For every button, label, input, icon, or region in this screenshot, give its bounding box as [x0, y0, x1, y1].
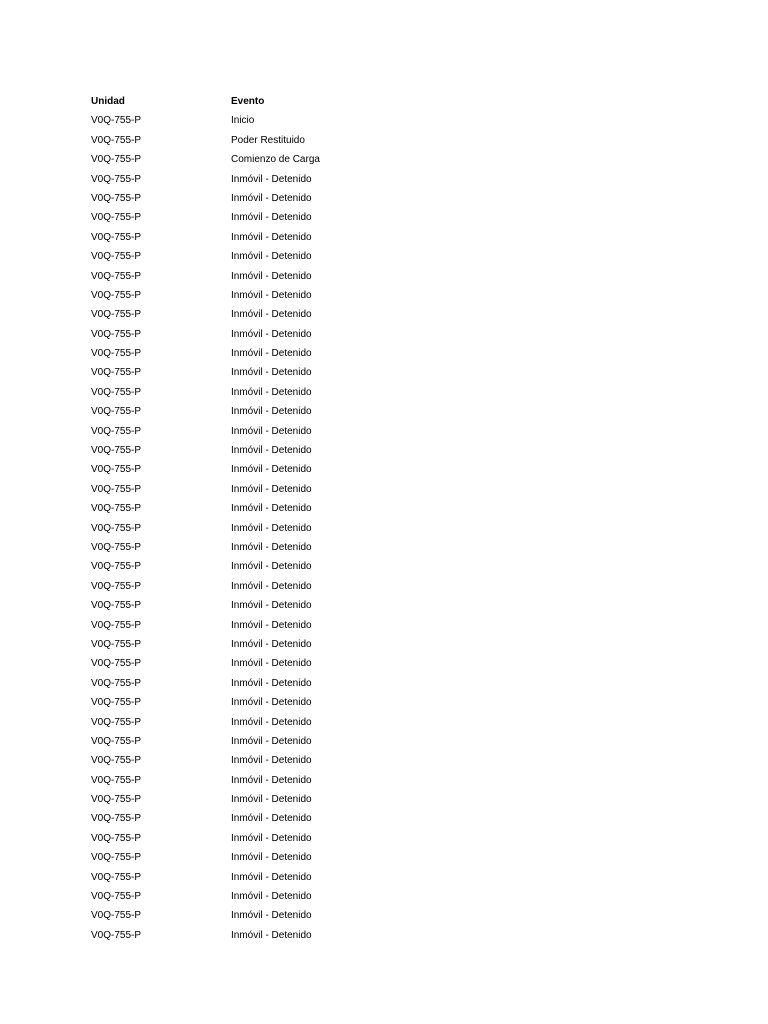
- cell-unit: V0Q-755-P: [91, 212, 142, 224]
- cell-unit: V0Q-755-P: [91, 561, 142, 573]
- cell-unit: V0Q-755-P: [91, 367, 142, 379]
- cell-event: Inmóvil - Detenido: [231, 445, 312, 457]
- table-row: [91, 422, 491, 441]
- cell-event: Inmóvil - Detenido: [231, 813, 312, 825]
- cell-unit: V0Q-755-P: [91, 677, 142, 689]
- cell-event: Inmóvil - Detenido: [231, 735, 312, 747]
- table-row: [91, 344, 491, 363]
- table-row: [91, 170, 491, 189]
- table-row: [91, 906, 491, 925]
- table-row: [91, 926, 491, 945]
- cell-unit: V0Q-755-P: [91, 154, 142, 166]
- cell-unit: V0Q-755-P: [91, 445, 142, 457]
- table-row: [91, 286, 491, 305]
- table-row: [91, 868, 491, 887]
- cell-unit: V0Q-755-P: [91, 173, 142, 185]
- event-table: [91, 92, 491, 945]
- table-row: [91, 402, 491, 421]
- cell-event: Inmóvil - Detenido: [231, 697, 312, 709]
- cell-unit: V0Q-755-P: [91, 503, 142, 515]
- cell-event: Inmóvil - Detenido: [231, 658, 312, 670]
- cell-unit: V0Q-755-P: [91, 134, 142, 146]
- table-row: [91, 480, 491, 499]
- cell-event: Inmóvil - Detenido: [231, 483, 312, 495]
- cell-event: Comienzo de Carga: [231, 154, 320, 166]
- table-body: [91, 111, 491, 945]
- table-row: [91, 751, 491, 770]
- table-row: [91, 848, 491, 867]
- table-row: [91, 363, 491, 382]
- cell-event: Inmóvil - Detenido: [231, 309, 312, 321]
- table-row: [91, 809, 491, 828]
- table-row: [91, 557, 491, 576]
- table-row: [91, 713, 491, 732]
- table-row: [91, 790, 491, 809]
- table-row: [91, 305, 491, 324]
- table-row: [91, 693, 491, 712]
- cell-unit: V0Q-755-P: [91, 251, 142, 263]
- cell-unit: V0Q-755-P: [91, 774, 142, 786]
- table-row: [91, 228, 491, 247]
- table-row: [91, 596, 491, 615]
- cell-unit: V0Q-755-P: [91, 716, 142, 728]
- table-row: [91, 887, 491, 906]
- cell-unit: V0Q-755-P: [91, 425, 142, 437]
- cell-unit: V0Q-755-P: [91, 735, 142, 747]
- table-row: [91, 654, 491, 673]
- cell-event: Inmóvil - Detenido: [231, 289, 312, 301]
- cell-event: Inmóvil - Detenido: [231, 367, 312, 379]
- cell-unit: V0Q-755-P: [91, 871, 142, 883]
- cell-unit: V0Q-755-P: [91, 755, 142, 767]
- cell-unit: V0Q-755-P: [91, 600, 142, 612]
- cell-event: Inmóvil - Detenido: [231, 173, 312, 185]
- cell-unit: V0Q-755-P: [91, 832, 142, 844]
- cell-event: Inmóvil - Detenido: [231, 852, 312, 864]
- cell-event: Poder Restituido: [231, 134, 305, 146]
- cell-event: Inmóvil - Detenido: [231, 677, 312, 689]
- cell-unit: V0Q-755-P: [91, 891, 142, 903]
- cell-unit: V0Q-755-P: [91, 270, 142, 282]
- cell-unit: V0Q-755-P: [91, 541, 142, 553]
- cell-unit: V0Q-755-P: [91, 386, 142, 398]
- cell-event: Inmóvil - Detenido: [231, 716, 312, 728]
- table-row: [91, 635, 491, 654]
- table-row: [91, 829, 491, 848]
- cell-event: Inmóvil - Detenido: [231, 406, 312, 418]
- cell-event: Inmóvil - Detenido: [231, 891, 312, 903]
- cell-unit: V0Q-755-P: [91, 697, 142, 709]
- cell-unit: V0Q-755-P: [91, 406, 142, 418]
- cell-unit: V0Q-755-P: [91, 231, 142, 243]
- cell-unit: V0Q-755-P: [91, 852, 142, 864]
- cell-unit: V0Q-755-P: [91, 309, 142, 321]
- table-header-row: [91, 92, 491, 111]
- cell-event: Inmóvil - Detenido: [231, 503, 312, 515]
- table-row: [91, 577, 491, 596]
- cell-event: Inmóvil - Detenido: [231, 251, 312, 263]
- table-row: [91, 383, 491, 402]
- table-row: [91, 208, 491, 227]
- cell-event: Inmóvil - Detenido: [231, 580, 312, 592]
- cell-event: Inmóvil - Detenido: [231, 212, 312, 224]
- table-row: [91, 247, 491, 266]
- table-row: [91, 771, 491, 790]
- table-row: [91, 111, 491, 130]
- table-row: [91, 538, 491, 557]
- cell-event: Inmóvil - Detenido: [231, 231, 312, 243]
- cell-unit: V0Q-755-P: [91, 464, 142, 476]
- table-row: [91, 325, 491, 344]
- table-row: [91, 460, 491, 479]
- table-row: [91, 732, 491, 751]
- cell-event: Inmóvil - Detenido: [231, 464, 312, 476]
- cell-event: Inmóvil - Detenido: [231, 871, 312, 883]
- column-header-event: Evento: [231, 96, 265, 107]
- cell-event: Inmóvil - Detenido: [231, 929, 312, 941]
- table-row: [91, 441, 491, 460]
- cell-event: Inmóvil - Detenido: [231, 774, 312, 786]
- cell-unit: V0Q-755-P: [91, 929, 142, 941]
- table-row: [91, 189, 491, 208]
- cell-event: Inmóvil - Detenido: [231, 522, 312, 534]
- cell-event: Inmóvil - Detenido: [231, 192, 312, 204]
- cell-event: Inmóvil - Detenido: [231, 386, 312, 398]
- table-row: [91, 519, 491, 538]
- cell-unit: V0Q-755-P: [91, 910, 142, 922]
- table-row: [91, 150, 491, 169]
- cell-unit: V0Q-755-P: [91, 813, 142, 825]
- cell-event: Inmóvil - Detenido: [231, 348, 312, 360]
- cell-event: Inmóvil - Detenido: [231, 561, 312, 573]
- cell-event: Inmóvil - Detenido: [231, 910, 312, 922]
- cell-unit: V0Q-755-P: [91, 619, 142, 631]
- cell-unit: V0Q-755-P: [91, 483, 142, 495]
- table-row: [91, 131, 491, 150]
- cell-unit: V0Q-755-P: [91, 192, 142, 204]
- cell-unit: V0Q-755-P: [91, 638, 142, 650]
- cell-event: Inmóvil - Detenido: [231, 794, 312, 806]
- table-row: [91, 267, 491, 286]
- cell-unit: V0Q-755-P: [91, 794, 142, 806]
- cell-unit: V0Q-755-P: [91, 522, 142, 534]
- table-row: [91, 499, 491, 518]
- cell-event: Inicio: [231, 115, 255, 127]
- table-row: [91, 616, 491, 635]
- cell-unit: V0Q-755-P: [91, 348, 142, 360]
- cell-unit: V0Q-755-P: [91, 580, 142, 592]
- cell-event: Inmóvil - Detenido: [231, 600, 312, 612]
- cell-event: Inmóvil - Detenido: [231, 425, 312, 437]
- table-row: [91, 674, 491, 693]
- column-header-unit: Unidad: [91, 96, 125, 107]
- cell-event: Inmóvil - Detenido: [231, 328, 312, 340]
- cell-unit: V0Q-755-P: [91, 289, 142, 301]
- cell-event: Inmóvil - Detenido: [231, 832, 312, 844]
- cell-event: Inmóvil - Detenido: [231, 619, 312, 631]
- cell-event: Inmóvil - Detenido: [231, 638, 312, 650]
- cell-event: Inmóvil - Detenido: [231, 270, 312, 282]
- cell-event: Inmóvil - Detenido: [231, 755, 312, 767]
- cell-unit: V0Q-755-P: [91, 658, 142, 670]
- cell-unit: V0Q-755-P: [91, 328, 142, 340]
- cell-unit: V0Q-755-P: [91, 115, 142, 127]
- cell-event: Inmóvil - Detenido: [231, 541, 312, 553]
